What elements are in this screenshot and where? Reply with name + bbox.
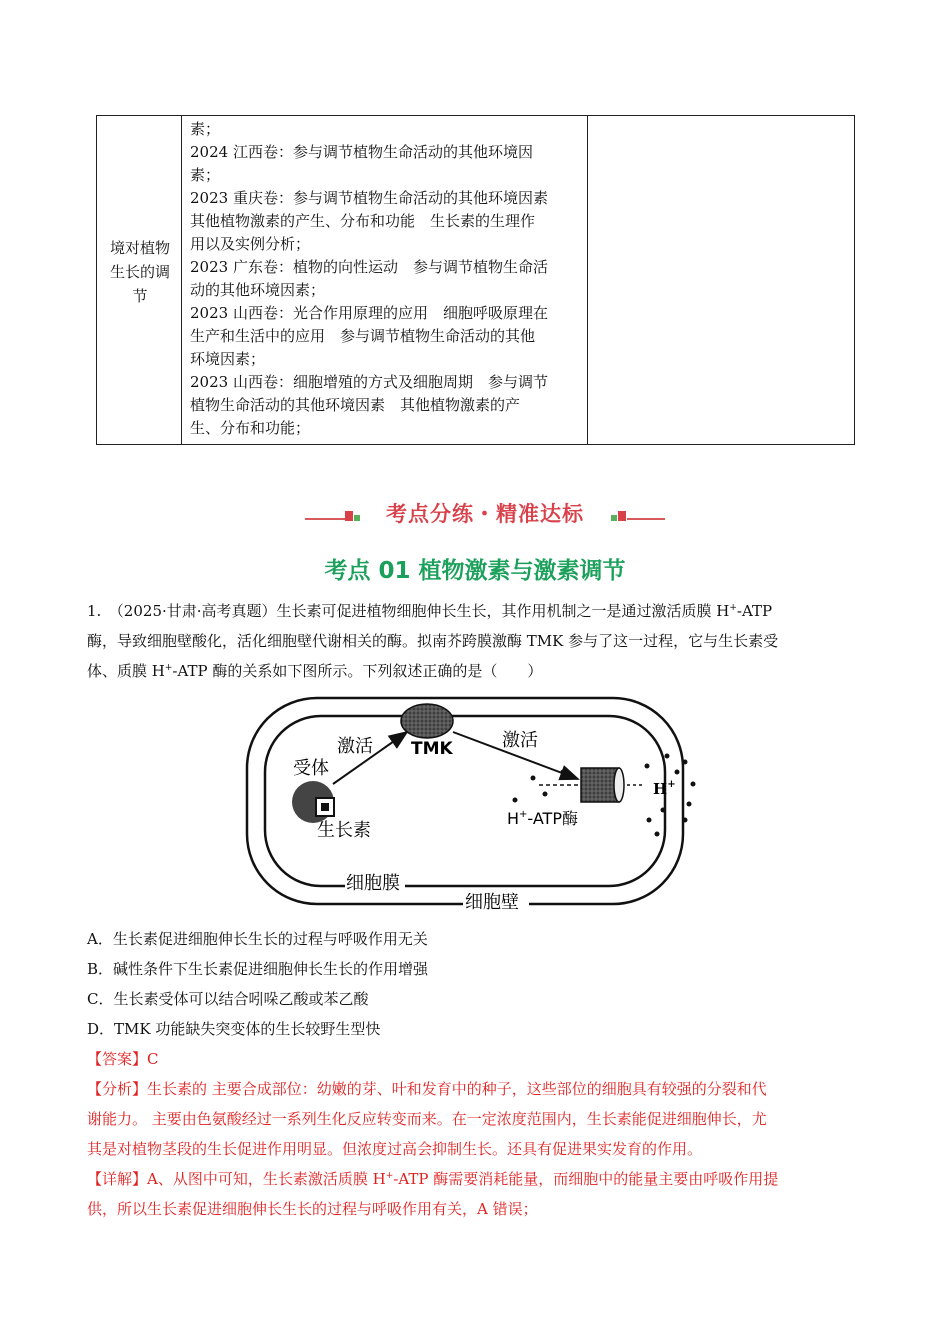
analysis-text: 生长素的 主要合成部位：幼嫩的芽、叶和发育中的种子，这些部位的细胞具有较强的分裂和代 <box>147 1080 767 1098</box>
answer-label: 【答案】 <box>87 1050 148 1068</box>
label-activate-1: 激活 <box>337 736 373 757</box>
option-d: D．TMK 功能缺失突变体的生长较野生型快 <box>87 1020 381 1038</box>
banner-left-line <box>305 518 345 520</box>
detail-text: A、从图中可知，生长素激活质膜 H <box>147 1170 386 1188</box>
analysis-label: 【分析】 <box>87 1080 148 1098</box>
exam-line: 生、分布和功能； <box>190 419 311 437</box>
answer-line <box>87 1048 159 1069</box>
label-cell-membrane: 细胞膜 <box>346 873 400 894</box>
category-line: 生长的调 <box>109 263 170 281</box>
cell-diagram <box>245 692 705 914</box>
exam-line: 植物生命活动的其他环境因素 其他植物激素的产 <box>190 396 521 414</box>
banner-text: 考点分练・精准达标 <box>386 502 584 526</box>
tmk-protein-icon <box>401 704 453 738</box>
category-text <box>107 236 173 308</box>
detail-line-1 <box>87 1168 778 1189</box>
exam-line: 素； <box>190 120 221 138</box>
exam-line: 其他植物激素的产生、分布和功能 生长素的生理作 <box>190 212 536 230</box>
exam-line: 2024 江西卷：参与调节植物生命活动的其他环境因 <box>190 143 533 161</box>
label-h-plus: H+ <box>653 779 676 798</box>
question-text: -ATP <box>736 602 773 620</box>
cell-diagram-svg <box>245 692 705 914</box>
section-title: 考点 01 植物激素与激素调节 <box>324 558 626 584</box>
banner-right-line <box>627 518 665 520</box>
question-line-3 <box>87 660 542 681</box>
label-auxin: 生长素 <box>317 820 371 841</box>
analysis-line-3: 其是对植物茎段的生长促进作用明显。但浓度过高会抑制生长。还具有促进果实发育的作用。 <box>87 1140 703 1158</box>
exam-line: 环境因素； <box>190 350 266 368</box>
label-cell-wall: 细胞壁 <box>465 892 519 913</box>
label-tmk: TMK <box>411 739 453 759</box>
option-a: A．生长素促进细胞伸长生长的过程与呼吸作用无关 <box>87 930 428 948</box>
banner-left-dot-icon <box>354 515 360 521</box>
table-empty-cell <box>588 116 854 444</box>
detail-line-2: 供，所以生长素促进细胞伸长生长的过程与呼吸作用有关，A 错误； <box>87 1200 538 1218</box>
analysis-line-2: 谢能力。 主要由色氨酸经过一系列生化反应转变而来。在一定浓度范围内，生长素能促进细胞伸长，尤 <box>87 1110 767 1128</box>
table-category-cell <box>97 116 182 444</box>
superscript: + <box>385 1171 394 1181</box>
detail-label: 【详解】 <box>87 1170 148 1188</box>
exam-line: 用以及实例分析； <box>190 235 311 253</box>
exam-line: 动的其他环境因素； <box>190 281 326 299</box>
option-c: C．生长素受体可以结合吲哚乙酸或苯乙酸 <box>87 990 369 1008</box>
superscript: + <box>164 663 173 673</box>
banner-right-square-icon <box>618 511 626 521</box>
detail-text: -ATP 酶需要消耗能量，而细胞中的能量主要由呼吸作用提 <box>393 1170 779 1188</box>
exam-line: 2023 山西卷：细胞增殖的方式及细胞周期 参与调节 <box>190 373 548 391</box>
exam-line: 2023 重庆卷：参与调节植物生命活动的其他环境因素 <box>190 189 548 207</box>
exam-line: 生产和生活中的应用 参与调节植物生命活动的其他 <box>190 327 536 345</box>
banner-right-dot-icon <box>611 515 617 521</box>
category-line: 境对植物 <box>109 239 170 257</box>
category-line: 节 <box>132 287 148 305</box>
answer-value: C <box>147 1050 159 1068</box>
question-line-2: 酶，导致细胞壁酸化，活化细胞壁代谢相关的酶。拟南芥跨膜激酶 TMK 参与了这一过程，它与生长素受 <box>87 632 779 650</box>
option-b: B．碱性条件下生长素促进细胞伸长生长的作用增强 <box>87 960 429 978</box>
superscript: + <box>729 603 737 613</box>
analysis-line-1 <box>87 1078 767 1099</box>
label-activate-2: 激活 <box>502 730 538 751</box>
question-text: -ATP 酶的关系如下图所示。下列叙述正确的是（ ） <box>172 662 543 680</box>
banner-left-square-icon <box>345 511 353 521</box>
question-text: 1. （2025·甘肃·高考真题）生长素可促进植物细胞伸长生长，其作用机制之一是通过激活质膜 H <box>87 602 730 620</box>
table-exam-list-cell <box>182 116 588 444</box>
exam-table <box>96 115 855 445</box>
label-h-atpase: H+-ATP酶 <box>507 809 578 828</box>
label-receptor: 受体 <box>293 758 329 779</box>
question-line-1 <box>87 600 772 621</box>
exam-line: 2023 广东卷：植物的向性运动 参与调节植物生命活 <box>190 258 548 276</box>
exam-line: 2023 山西卷：光合作用原理的应用 细胞呼吸原理在 <box>190 304 548 322</box>
exam-line: 素； <box>190 166 221 184</box>
section-banner <box>305 496 665 536</box>
question-text: 体、质膜 H <box>87 662 165 680</box>
